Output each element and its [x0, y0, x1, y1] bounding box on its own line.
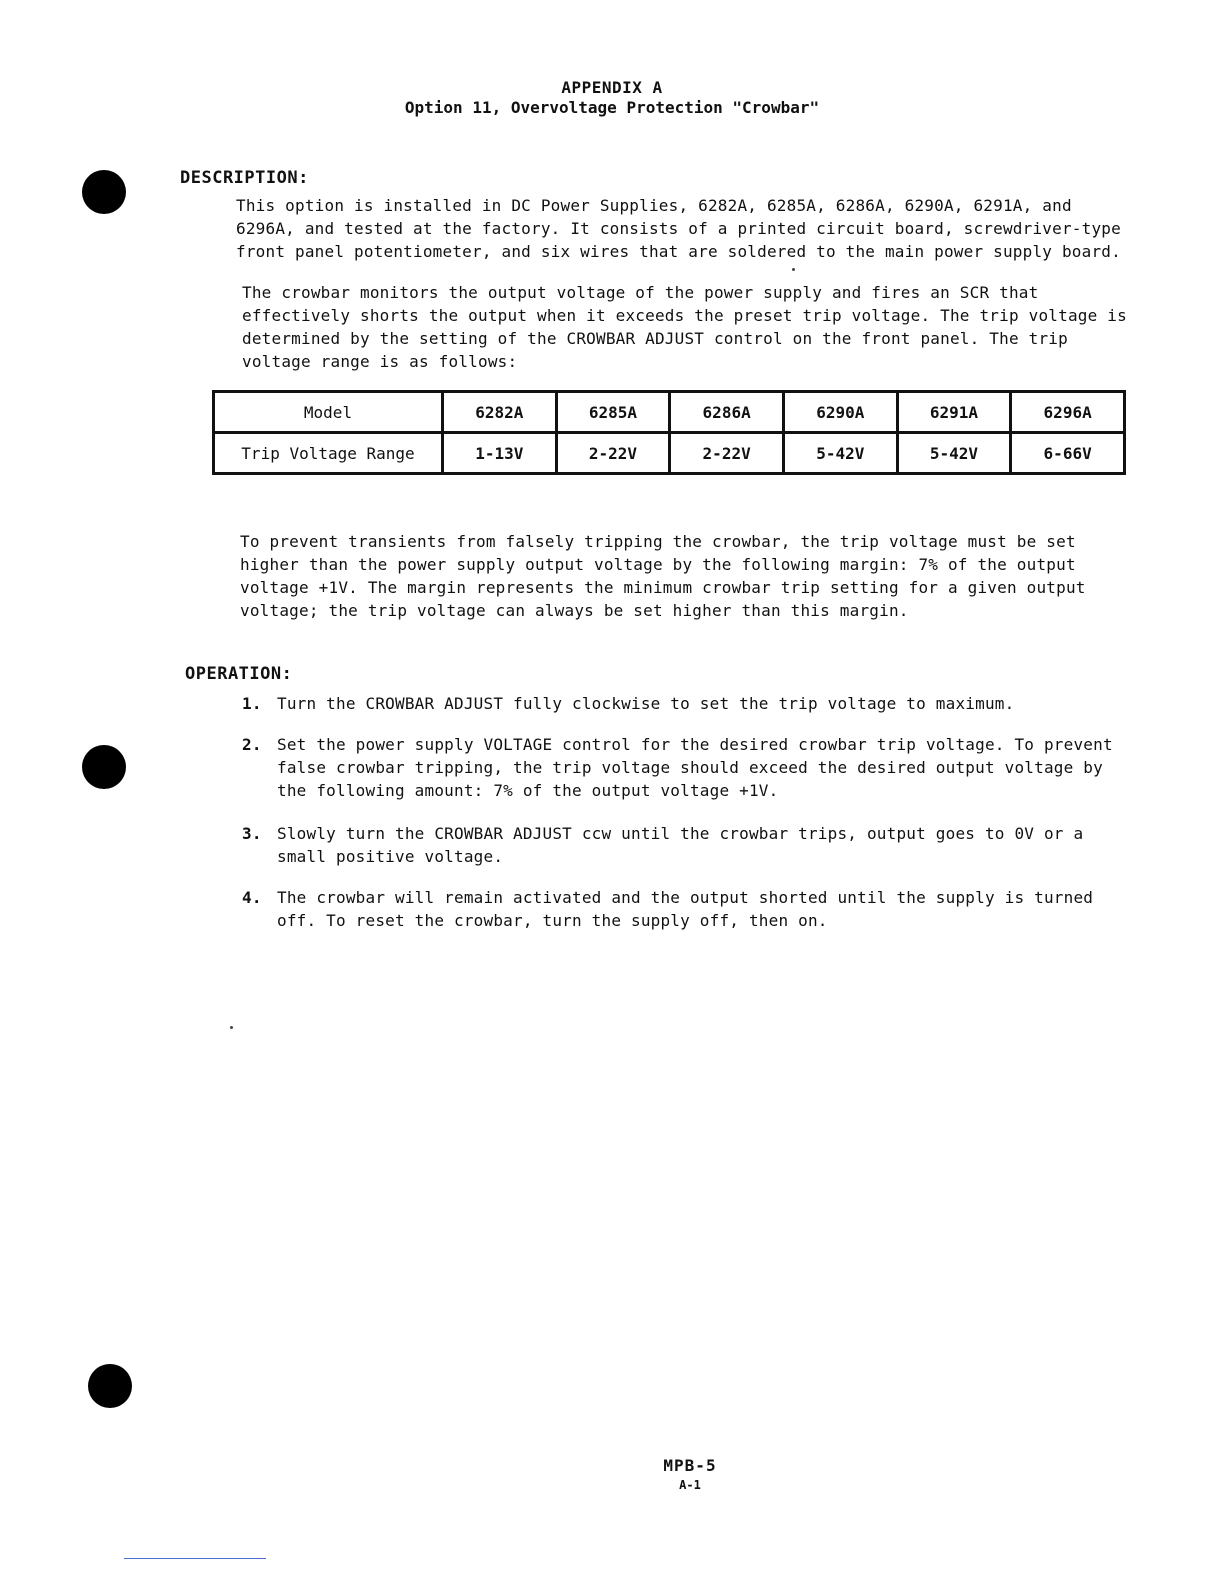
- table-header-row: [214, 392, 1125, 433]
- table-range-cell: 2-22V: [670, 433, 784, 474]
- step-text: Slowly turn the CROWBAR ADJUST ccw until the crowbar trips, output goes to 0V or a small positive voltage.: [277, 824, 1084, 866]
- table-model-cell: 6285A: [556, 392, 670, 433]
- document-code: MPB-5: [663, 1456, 717, 1475]
- step-text: Set the power supply VOLTAGE control for the desired crowbar trip voltage. To prevent false crowbar tripping, the trip voltage should exceed the desired output voltage by the following amount: 7% of the output voltage +1V.: [277, 735, 1113, 800]
- description-paragraph-2: The crowbar monitors the output voltage of the power supply and fires an SCR that effectively shorts the output when it exceeds the preset trip voltage. The trip voltage is determined by the setting of the CROWBAR ADJUST control on the front panel. The trip voltage range is as follows:: [242, 283, 1127, 371]
- scan-speck: [230, 1026, 233, 1029]
- punch-hole-top: [82, 170, 126, 214]
- step-number: 3.: [242, 824, 262, 843]
- step-number: 2.: [242, 735, 262, 754]
- step-number: 4.: [242, 888, 262, 907]
- table-row-label: Trip Voltage Range: [214, 433, 443, 474]
- table-range-cell: 6-66V: [1011, 433, 1125, 474]
- table-range-cell: 5-42V: [897, 433, 1011, 474]
- appendix-title: APPENDIX A: [561, 78, 663, 97]
- description-paragraph-3: To prevent transients from falsely tripping the crowbar, the trip voltage must be set higher than the power supply output voltage by the following margin: 7% of the output voltage +1V. The margin represents the minimum crowbar trip setting for a given output voltage; the trip voltage can always be set higher than this margin.: [240, 532, 1086, 620]
- table-range-cell: 5-42V: [783, 433, 897, 474]
- appendix-subtitle: Option 11, Overvoltage Protection "Crowbar": [404, 98, 820, 117]
- punch-hole-middle: [82, 745, 126, 789]
- punch-hole-bottom: [88, 1364, 132, 1408]
- table-model-cell: 6286A: [670, 392, 784, 433]
- table-header-label: Model: [214, 392, 443, 433]
- table-model-cell: 6290A: [783, 392, 897, 433]
- table-range-cell: 1-13V: [443, 433, 557, 474]
- step-number: 1.: [242, 694, 262, 713]
- scan-speck: [792, 268, 795, 271]
- table-range-row: [214, 433, 1125, 474]
- table-model-cell: 6291A: [897, 392, 1011, 433]
- table-range-cell: 2-22V: [556, 433, 670, 474]
- page-number: A-1: [679, 1478, 701, 1492]
- trip-voltage-table: [212, 390, 1126, 475]
- description-paragraph-1: This option is installed in DC Power Supplies, 6282A, 6285A, 6286A, 6290A, 6291A, and 6296A, and tested at the factory. It consists of a printed circuit board, screwdriver-type front panel potentiometer, and six wires that are soldered to the main power supply board.: [236, 196, 1121, 261]
- description-heading: DESCRIPTION:: [180, 168, 309, 188]
- table-model-cell: 6296A: [1011, 392, 1125, 433]
- operation-heading: OPERATION:: [185, 664, 293, 684]
- step-text: Turn the CROWBAR ADJUST fully clockwise to set the trip voltage to maximum.: [277, 694, 1015, 713]
- step-text: The crowbar will remain activated and the output shorted until the supply is turned off. To reset the crowbar, turn the supply off, then on.: [277, 888, 1094, 930]
- scan-edge-line: [124, 1558, 266, 1559]
- table-model-cell: 6282A: [443, 392, 557, 433]
